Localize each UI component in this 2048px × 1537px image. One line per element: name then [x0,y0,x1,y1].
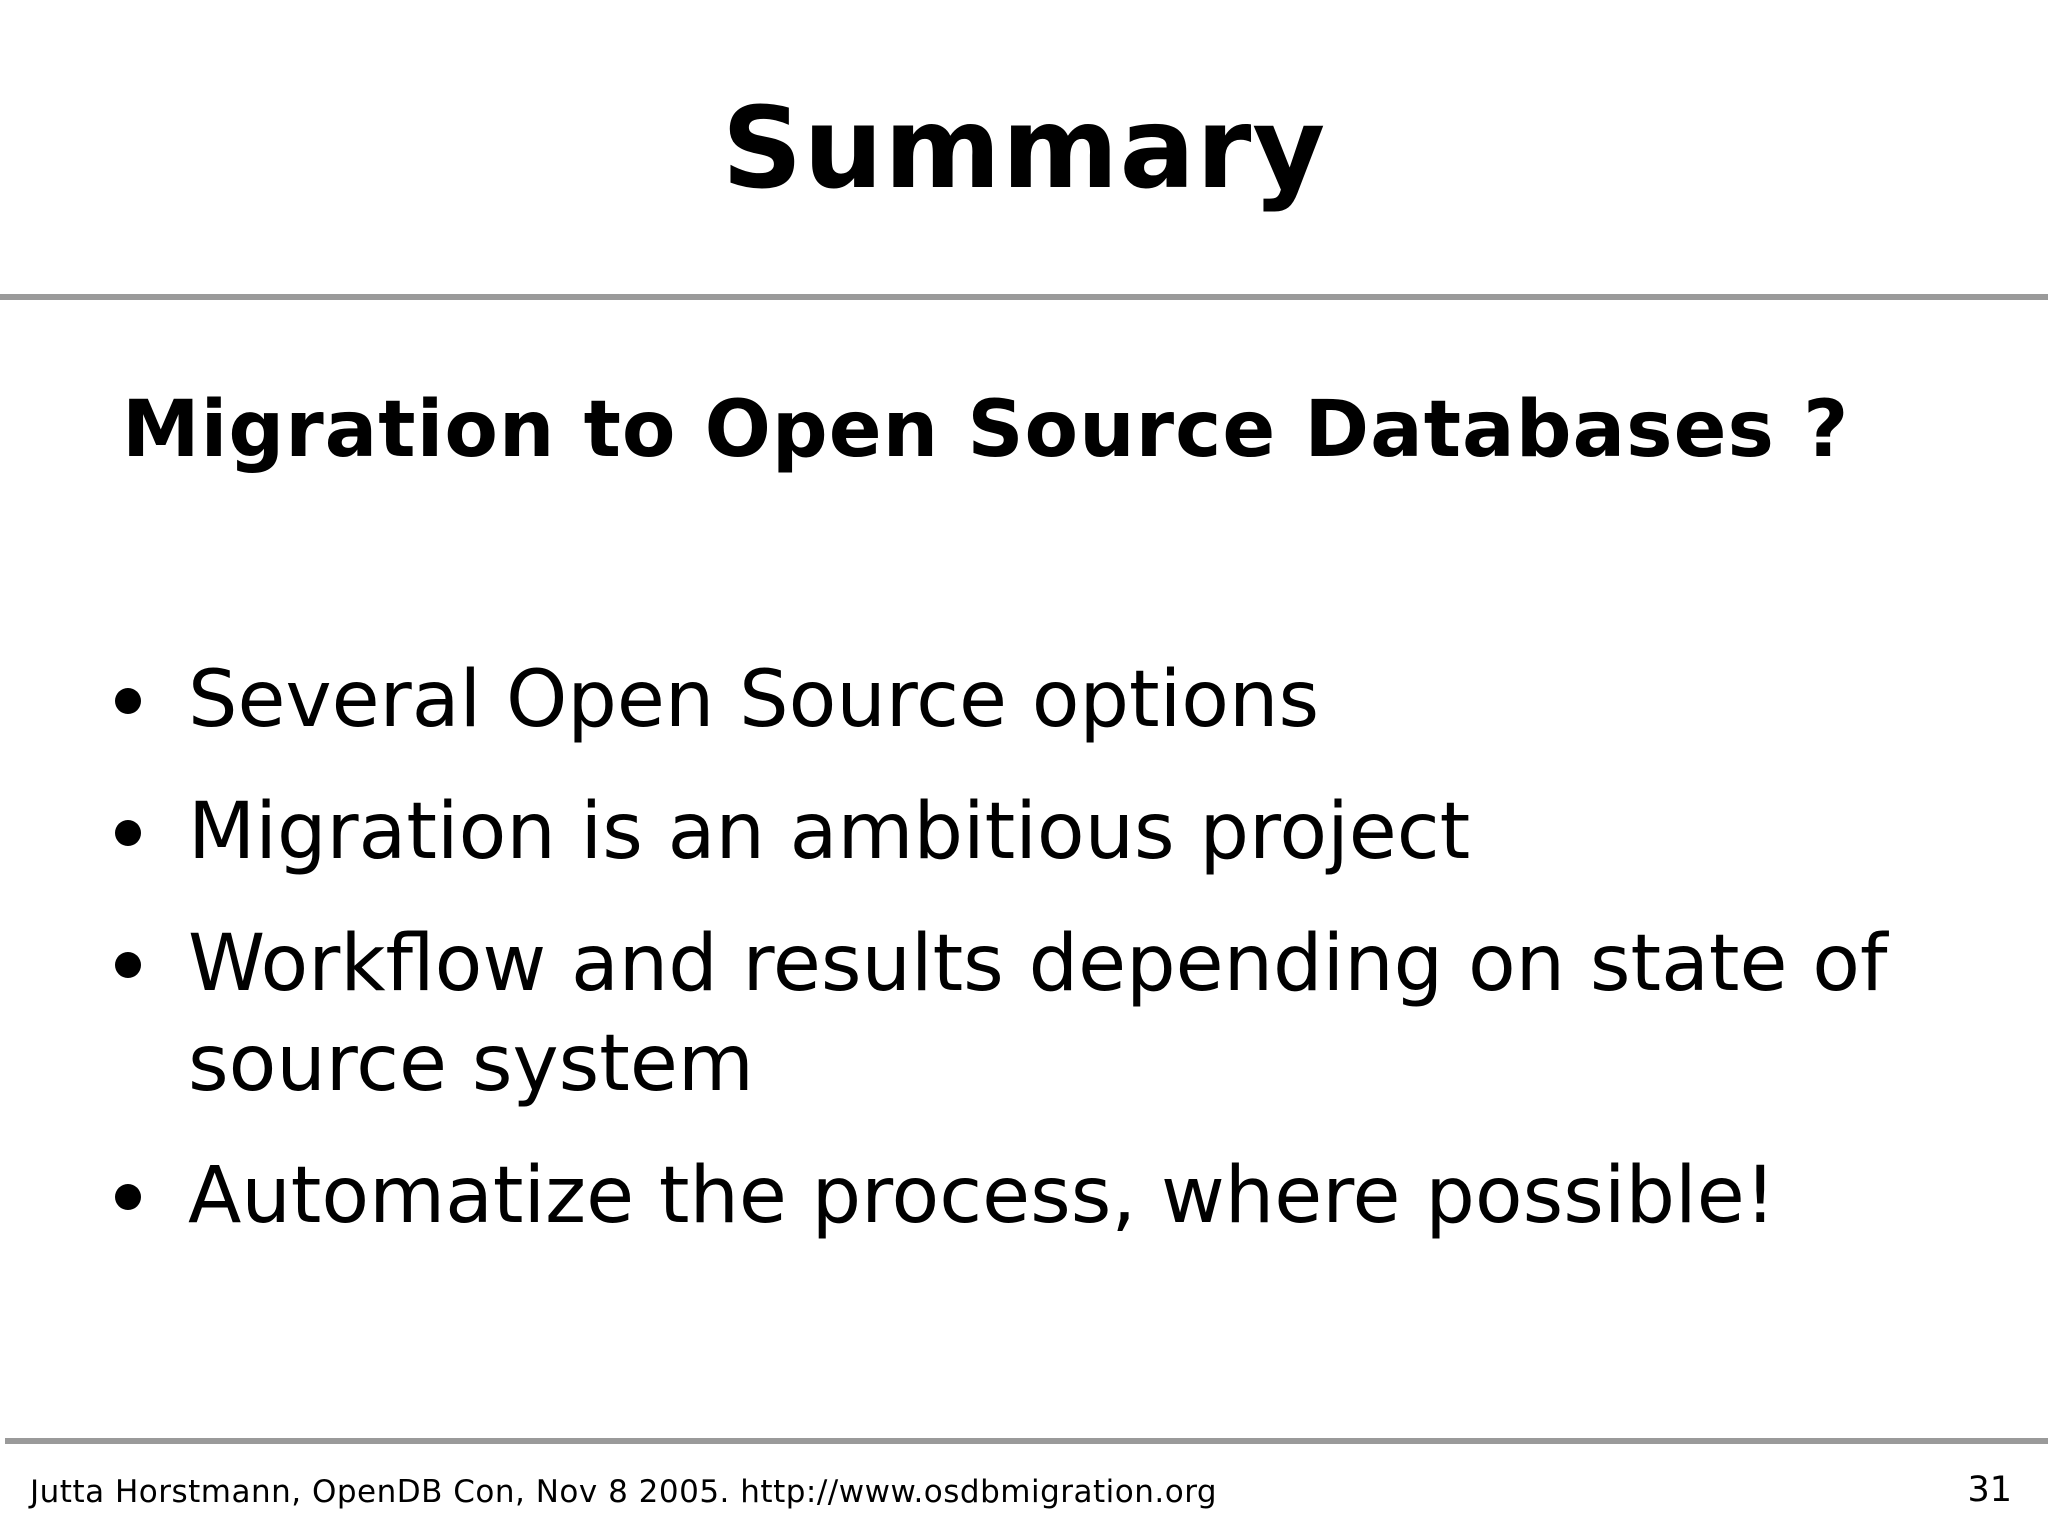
slide-title: Summary [721,84,1327,214]
bullet-list [0,650,2048,1278]
bullet-item [0,1146,1948,1246]
bullet-point-icon [115,820,141,846]
bullet-point-icon [115,688,141,714]
page-number: 31 [1967,1470,2012,1510]
bullet-text: Automatize the process, where possible! [188,1151,1776,1241]
bullet-item [0,914,1948,1114]
bullet-text: Workflow and results depending on state of source system [188,919,1888,1109]
bullet-item [0,650,1948,750]
bullet-item [0,782,1948,882]
bullet-text: Migration is an ambitious project [188,787,1471,877]
slide-subtitle: Migration to Open Source Databases ? [122,385,1850,475]
bullet-text: Several Open Source options [188,655,1320,745]
footer-divider [5,1438,2048,1444]
bullet-point-icon [115,1184,141,1210]
bullet-point-icon [115,952,141,978]
footer-text: Jutta Horstmann, OpenDB Con, Nov 8 2005. http://www.osdbmigration.org [30,1474,1218,1510]
title-divider [0,294,2048,300]
